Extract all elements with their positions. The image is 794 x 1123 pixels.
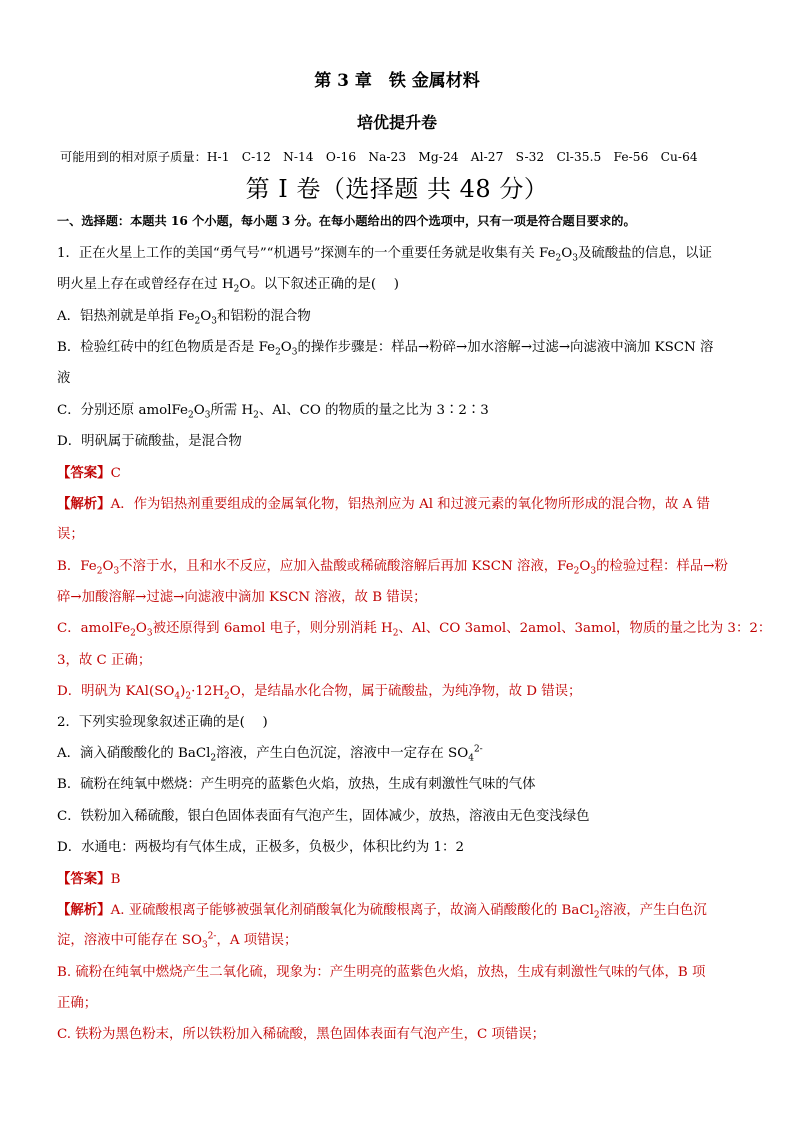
paper-subtitle: 培优提升卷 [356, 113, 437, 132]
q1-answer: 【答案】C [57, 465, 121, 481]
q2-option-b: B．硫粉在纯氧中燃烧：产生明亮的蓝紫色火焰，放热，生成有刺激性气味的气体 [57, 777, 536, 792]
q1-option-b: B．检验红砖中的红色物质是否是 $Fe_2O_3$的操作步骤是：样品→粉碎→加水溶解→过滤→向滤液中滴加 KSCN 溶 [57, 340, 714, 358]
q2-explanation-b: B. 硫粉在纯氧中燃烧产生二氧化硫，现象为：产生明亮的蓝紫色火焰，放热，生成有刺激性气味的气体，B 项 [57, 965, 706, 980]
q2-option-d: D．水通电：两极均有气体生成，正极多，负极少，体积比约为 1：2 [57, 840, 464, 855]
q2-answer: 【答案】B [57, 871, 121, 887]
q2-stem: 2．下列实验现象叙述正确的是( ) [57, 715, 268, 730]
q1-option-d: D．明矾属于硫酸盐，是混合物 [57, 434, 242, 449]
q2-explanation-c: C. 铁粉为黑色粉末，所以铁粉加入稀硫酸，黑色固体表面有气泡产生，C 项错误； [57, 1027, 546, 1042]
q1-explanation-b-cont: 碎→加酸溶解→过滤→向滤液中滴加 KSCN 溶液，故 B 错误； [57, 590, 427, 605]
q1-explanation-b: B．$Fe_2O_3$不溶于水，且和水不反应，应加入盐酸或稀硫酸溶解后再加 KSCN 溶液，$Fe_2O_3$的检验过程：样品→粉 [57, 559, 728, 577]
q1-explanation-a-cont: 误； [57, 527, 84, 542]
section-heading: 第 I 卷（选择题 共 48 分） [245, 175, 549, 203]
q1-explanation-c-cont: 3，故 C 正确； [57, 653, 152, 668]
q2-explanation-b-cont: 正确； [57, 996, 98, 1011]
q2-option-c: C．铁粉加入稀硫酸，银白色固体表面有气泡产生，固体减少，放热，溶液由无色变浅绿色 [57, 809, 590, 824]
q1-explanation-c: C．$amolFe_2O_3$被还原得到 6amol 电子，则分别消耗 $H_2$、Al、CO 3amol、2amol、3amol，物质的量之比为 3：2： [57, 621, 772, 639]
q2-explanation-a-cont: 淀，溶液中可能存在 $SO_3^{2-}$，A 项错误； [57, 931, 298, 951]
section-instruction: 一、选择题：本题共 16 个小题，每小题 3 分。在每小题给出的四个选项中，只有一项是符合题目要求的。 [57, 214, 636, 228]
q1-option-c: C．分别还原 $amolFe_2O_3$所需 $H_2$、Al、CO 的物质的量之比为 3∶2∶3 [57, 403, 489, 421]
q1-explanation-d: D．明矾为 $KAl(SO_4)_2\cdot 12H_2O$，是结晶水化合物，属于硫酸盐，为纯净物，故 D 错误； [57, 684, 582, 702]
q2-option-a: A．滴入硝酸酸化的 BaCl$_2$溶液，产生白色沉淀，溶液中一定存在 $SO_4^{2-}$ [57, 744, 483, 764]
q1-stem-line-1: 1．正在火星上工作的美国“勇气号”“机遇号”探测车的一个重要任务就是收集有关 $Fe_2O_3$及硫酸盐的信息，以证 [57, 246, 712, 264]
atomic-masses: 可能用到的相对原子质量：H-1 C-12 N-14 O-16 Na-23 Mg-24 Al-27 S-32 Cl-35.5 Fe-56 Cu-64 [60, 150, 698, 164]
q1-explanation-a: 【解析】A．作为铝热剂重要组成的金属氧化物，铝热剂应为 Al 和过渡元素的氧化物所形成的混合物，故 A 错 [57, 496, 710, 512]
q2-explanation-a: 【解析】A. 亚硫酸根离子能够被强氧化剂硝酸氧化为硫酸根离子，故滴入硝酸酸化的 BaCl$_2$溶液，产生白色沉 [57, 902, 707, 921]
q1-option-a: A．铝热剂就是单指 $Fe_2O_3$和铝粉的混合物 [57, 309, 311, 327]
q1-option-b-cont: 液 [57, 371, 71, 386]
q1-stem-line-2: 明火星上存在或曾经存在过 $H_2O$。以下叙述正确的是( ) [57, 277, 399, 295]
chapter-title: 第 3 章 铁 金属材料 [314, 71, 480, 91]
